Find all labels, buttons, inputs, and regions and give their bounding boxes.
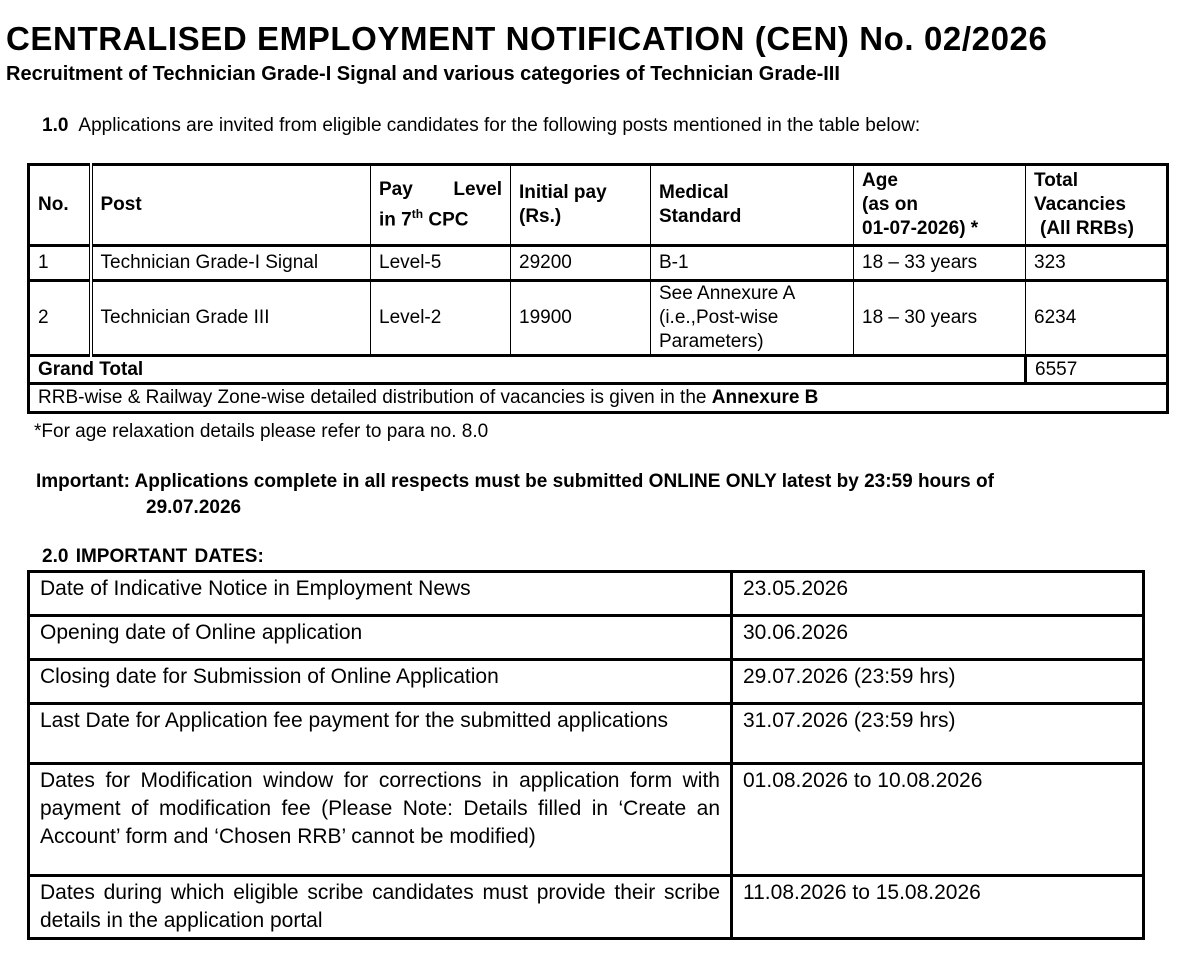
important-line2: 29.07.2026 xyxy=(146,497,242,518)
date-value: 23.05.2026 xyxy=(732,572,1144,616)
cell-medical-line3: Parameters) xyxy=(659,331,764,352)
cell-pay-level: Level-2 xyxy=(371,281,511,356)
table-row xyxy=(29,246,1168,281)
header-initial-pay xyxy=(511,165,651,246)
header-pay-level-word1: Pay xyxy=(379,178,413,200)
grand-total-label: Grand Total xyxy=(29,356,1026,384)
cell-age: 18 – 30 years xyxy=(854,281,1026,356)
table-row xyxy=(29,876,1144,939)
header-age-line3: 01-07-2026) * xyxy=(862,218,979,239)
date-value: 11.08.2026 to 15.08.2026 xyxy=(732,876,1144,939)
cell-medical-line2: (i.e.,Post-wise xyxy=(659,307,779,328)
intro-paragraph xyxy=(42,114,920,138)
table-row xyxy=(29,572,1144,616)
important-dates-heading: 2.0 IMPORTANT DATES: xyxy=(42,546,264,567)
cell-vacancies: 323 xyxy=(1026,246,1168,281)
header-post: Post xyxy=(91,165,371,246)
date-value: 31.07.2026 (23:59 hrs) xyxy=(732,704,1144,764)
cell-medical-line1: See Annexure A xyxy=(659,283,796,304)
table-row xyxy=(29,764,1144,876)
posts-table xyxy=(27,163,1169,414)
header-total-vacancies xyxy=(1026,165,1168,246)
important-dates-table xyxy=(27,570,1145,940)
header-pay-level-in: in 7 xyxy=(379,209,412,231)
header-medical xyxy=(651,165,854,246)
table-row xyxy=(29,660,1144,704)
cell-medical xyxy=(651,281,854,356)
table-row xyxy=(29,281,1168,356)
date-value: 01.08.2026 to 10.08.2026 xyxy=(732,764,1144,876)
cell-post: Technician Grade-I Signal xyxy=(91,246,371,281)
date-label: Date of Indicative Notice in Employment News xyxy=(29,572,732,616)
header-pay-level xyxy=(371,165,511,246)
date-label: Opening date of Online application xyxy=(29,616,732,660)
table-row xyxy=(29,616,1144,660)
header-total-line3: (All RRBs) xyxy=(1040,218,1134,239)
cell-age: 18 – 33 years xyxy=(854,246,1026,281)
header-age-line2: (as on xyxy=(862,194,918,215)
header-medical-line2: Standard xyxy=(659,206,742,227)
cell-no: 1 xyxy=(29,246,91,281)
date-label: Dates during which eligible scribe candidates must provide their scribe details in the application portal xyxy=(29,876,732,939)
header-pay-level-cpc: CPC xyxy=(423,209,469,231)
cell-initial-pay: 29200 xyxy=(511,246,651,281)
cell-no: 2 xyxy=(29,281,91,356)
age-relaxation-note: *For age relaxation details please refer to para no. 8.0 xyxy=(34,421,489,442)
cell-pay-level: Level-5 xyxy=(371,246,511,281)
intro-text: Applications are invited from eligible candidates for the following posts mentioned in the table below: xyxy=(78,115,921,136)
distribution-text: RRB-wise & Railway Zone-wise detailed distribution of vacancies is given in the xyxy=(38,387,707,408)
distribution-note xyxy=(29,384,1168,413)
table-row xyxy=(29,704,1144,764)
important-line1: Important: Applications complete in all respects must be submitted ONLINE ONLY latest by 23:59 hours of xyxy=(36,471,994,492)
header-pay-level-word2: Level xyxy=(453,178,502,200)
table-header-row xyxy=(29,165,1168,246)
grand-total-row xyxy=(29,356,1168,384)
cell-initial-pay: 19900 xyxy=(511,281,651,356)
header-initial-pay-line1: Initial pay xyxy=(519,182,607,203)
notification-subtitle: Recruitment of Technician Grade-I Signal and various categories of Technician Grade-III xyxy=(6,63,840,85)
cell-post: Technician Grade III xyxy=(91,281,371,356)
date-label: Dates for Modification window for corrections in application form with payment of modification fee (Please Note: Details filled in ‘Create an Account’ form and ‘Chosen RRB’ cannot be modified) xyxy=(29,764,732,876)
cell-vacancies: 6234 xyxy=(1026,281,1168,356)
header-pay-level-sup: th xyxy=(411,206,424,221)
section-number: 1.0 xyxy=(42,115,69,136)
date-label: Last Date for Application fee payment for the submitted applications xyxy=(29,704,732,764)
header-medical-line1: Medical xyxy=(659,182,729,203)
header-initial-pay-line2: (Rs.) xyxy=(519,206,562,227)
date-value: 30.06.2026 xyxy=(732,616,1144,660)
header-age xyxy=(854,165,1026,246)
grand-total-value: 6557 xyxy=(1026,356,1168,384)
important-notice xyxy=(36,469,1156,521)
header-age-line1: Age xyxy=(862,170,898,191)
header-total-line2: Vacancies xyxy=(1034,194,1126,215)
cell-medical: B-1 xyxy=(651,246,854,281)
header-no: No. xyxy=(29,165,91,246)
header-total-line1: Total xyxy=(1034,170,1078,191)
date-value: 29.07.2026 (23:59 hrs) xyxy=(732,660,1144,704)
date-label: Closing date for Submission of Online Application xyxy=(29,660,732,704)
notification-title: CENTRALISED EMPLOYMENT NOTIFICATION (CEN) No. 02/2026 xyxy=(6,20,1048,57)
distribution-annexure: Annexure B xyxy=(711,387,819,408)
distribution-row xyxy=(29,384,1168,413)
